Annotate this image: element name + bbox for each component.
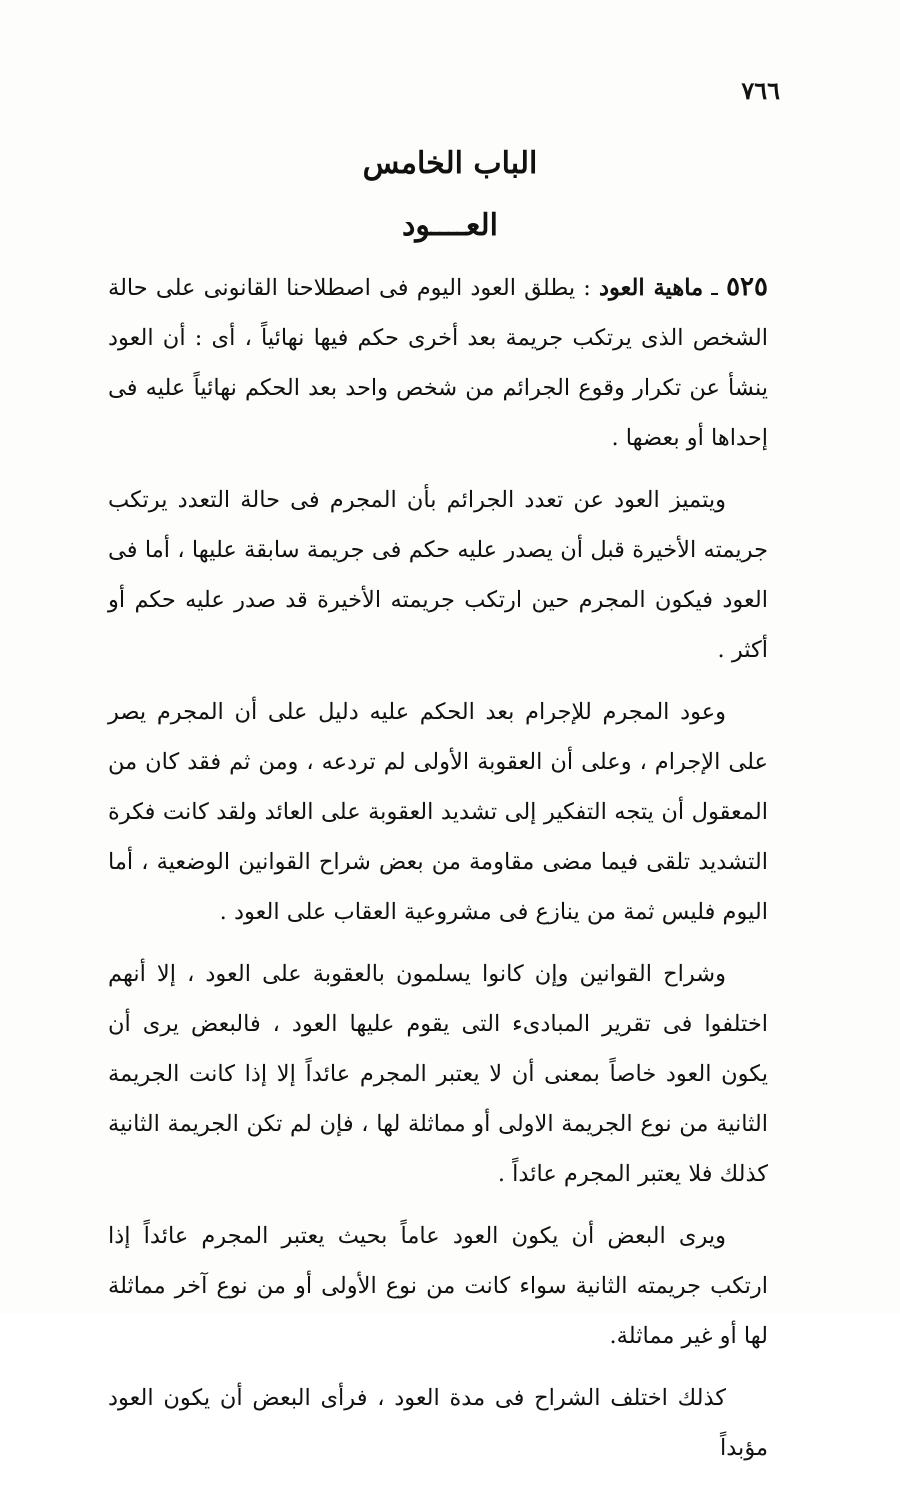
paragraph: وعود المجرم للإجرام بعد الحكم عليه دليل على أن المجرم يصر على الإجرام ، وعلى أن العقوبة الأولى لم تردعه ، ومن ثم فقد كان من المعقول أن يتجه التفكير إلى تشديد العقوبة على العائد ولقد كانت فكرة التشديد تلقى فيما مضى مقاومة من بعض شراح القوانين الوضعية ، أما اليوم فليس ثمة من ينازع فى مشروعية العقاب على العود . xyxy=(108,699,768,925)
page-number: ٧٦٦ xyxy=(741,76,780,105)
page-title: العــــود xyxy=(402,208,498,243)
paragraph-text: يطلق العود اليوم فى اصطلاحنا القانونى على حالة الشخص الذى يرتكب جريمة بعد أخرى حكم فيها نهائياً ، أى : أن العود ينشأ عن تكرار وقوع الجرائم من شخص واحد بعد الحكم نهائياً عليه فى إحداها أو بعضها . xyxy=(108,275,768,451)
section-number: ٥٢٥ xyxy=(726,272,768,302)
paragraph: ويرى البعض أن يكون العود عاماً بحيث يعتبر المجرم عائداً إذا ارتكب جريمته الثانية سواء كانت من نوع الأولى أو من نوع آخر مماثلة لها أو غير مماثلة. xyxy=(108,1223,768,1349)
paragraph: كذلك اختلف الشراح فى مدة العود ، فرأى البعض أن يكون العود مؤبداً xyxy=(108,1385,768,1461)
chapter-heading: الباب الخامس xyxy=(362,146,538,181)
section-dash: ـ xyxy=(703,275,727,301)
paragraph: ويتميز العود عن تعدد الجرائم بأن المجرم فى حالة التعدد يرتكب جريمته الأخيرة قبل أن يصدر عليه حكم فى جريمة سابقة عليها ، أما فى العود فيكون المجرم حين ارتكب جريمته الأخيرة قد صدر عليه حكم أو أكثر . xyxy=(108,487,768,663)
paragraph: وشراح القوانين وإن كانوا يسلمون بالعقوبة على العود ، إلا أنهم اختلفوا فى تقرير المبادىء التى يقوم عليها العود ، فالبعض يرى أن يكون العود خاصاً بمعنى أن لا يعتبر المجرم عائداً إلا إذا كانت الجريمة الثانية من نوع الجريمة الاولى أو مماثلة لها ، فإن لم تكن الجريمة الثانية كذلك فلا يعتبر المجرم عائداً . xyxy=(108,961,768,1187)
body-text xyxy=(108,262,768,1485)
paragraph xyxy=(108,262,768,463)
section-colon: : xyxy=(575,275,600,301)
section-title: ماهية العود xyxy=(599,275,704,301)
